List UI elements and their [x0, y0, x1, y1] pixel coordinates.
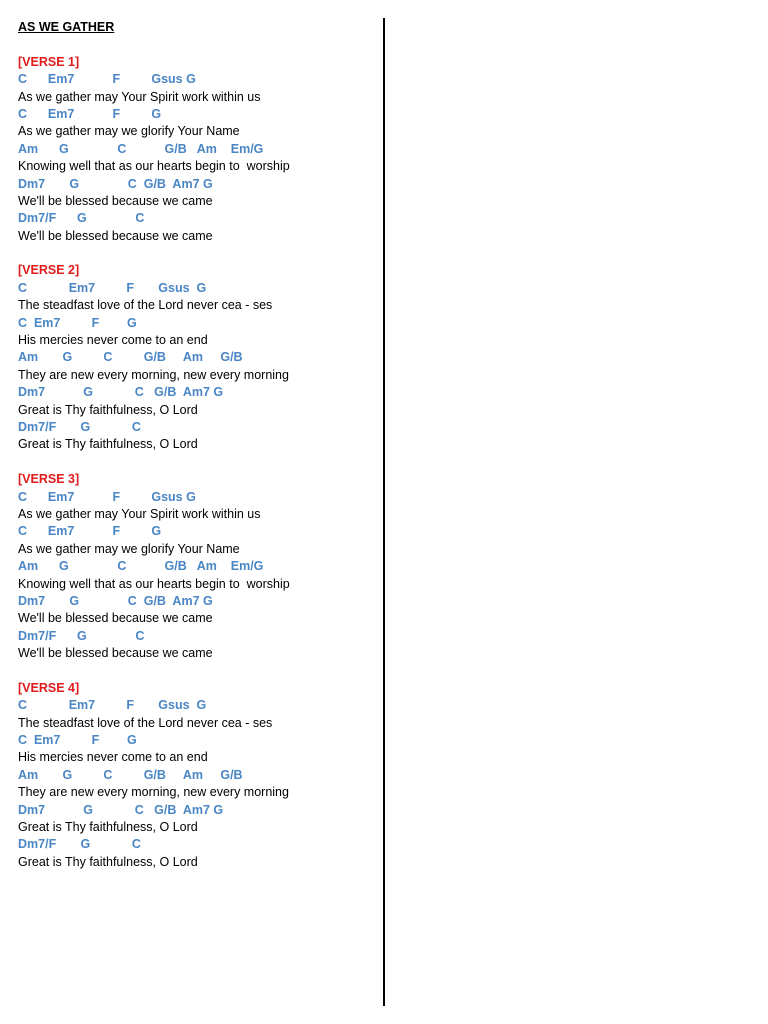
verse-block [18, 262, 378, 453]
verse-label: [VERSE 1] [18, 54, 80, 69]
chord-line: Dm7/F G C [18, 419, 141, 434]
song-sheet [18, 19, 378, 889]
lyric-line: Knowing well that as our hearts begin to worship [18, 159, 290, 174]
chord-line: C Em7 F G [18, 524, 162, 539]
column-divider [383, 18, 385, 1006]
lyric-line: Great is Thy faithfulness, O Lord [18, 819, 198, 834]
chord-line: Dm7 G C G/B Am7 G [18, 176, 213, 191]
chord-line: Dm7 G C G/B Am7 G [18, 385, 224, 400]
chord-line: Am G C G/B Am Em/G [18, 141, 264, 156]
verse-label: [VERSE 2] [18, 263, 80, 278]
lyric-line: As we gather may we glorify Your Name [18, 541, 240, 556]
chord-line: Am G C G/B Am Em/G [18, 559, 264, 574]
chord-line: Dm7 G C G/B Am7 G [18, 593, 213, 608]
chord-line: Am G C G/B Am G/B [18, 767, 243, 782]
verse-block [18, 680, 378, 871]
chord-line: C Em7 F G [18, 733, 137, 748]
lyric-line: They are new every morning, new every morning [18, 785, 289, 800]
lyric-line: The steadfast love of the Lord never cea - ses [18, 298, 273, 313]
lyric-line: His mercies never come to an end [18, 333, 208, 348]
chord-line: Dm7 G C G/B Am7 G [18, 802, 224, 817]
chord-line: Dm7/F G C [18, 211, 145, 226]
chord-line: C Em7 F Gsus G [18, 280, 207, 295]
lyric-line: Great is Thy faithfulness, O Lord [18, 437, 198, 452]
verse-block [18, 471, 378, 662]
lyric-line: As we gather may we glorify Your Name [18, 124, 240, 139]
verse-label: [VERSE 3] [18, 472, 80, 487]
lyric-line: We'll be blessed because we came [18, 646, 213, 661]
chord-line: C Em7 F G [18, 106, 162, 121]
verse-list [18, 54, 378, 871]
verse-label: [VERSE 4] [18, 680, 80, 695]
chord-line: C Em7 F Gsus G [18, 698, 207, 713]
lyric-line: His mercies never come to an end [18, 750, 208, 765]
chord-line: C Em7 F G [18, 315, 137, 330]
lyric-line: As we gather may Your Spirit work within us [18, 89, 261, 104]
lyric-line: They are new every morning, new every morning [18, 367, 289, 382]
lyric-line: We'll be blessed because we came [18, 611, 213, 626]
lyric-line: Great is Thy faithfulness, O Lord [18, 854, 198, 869]
chord-line: Dm7/F G C [18, 628, 145, 643]
chord-line: C Em7 F Gsus G [18, 489, 196, 504]
lyric-line: Knowing well that as our hearts begin to worship [18, 576, 290, 591]
lyric-line: We'll be blessed because we came [18, 193, 213, 208]
song-title: AS WE GATHER [18, 20, 115, 34]
chord-line: C Em7 F Gsus G [18, 72, 196, 87]
verse-block [18, 54, 378, 245]
lyric-line: As we gather may Your Spirit work within us [18, 506, 261, 521]
chord-line: Am G C G/B Am G/B [18, 350, 243, 365]
lyric-line: Great is Thy faithfulness, O Lord [18, 402, 198, 417]
lyric-line: The steadfast love of the Lord never cea - ses [18, 715, 273, 730]
chord-line: Dm7/F G C [18, 837, 141, 852]
lyric-line: We'll be blessed because we came [18, 228, 213, 243]
